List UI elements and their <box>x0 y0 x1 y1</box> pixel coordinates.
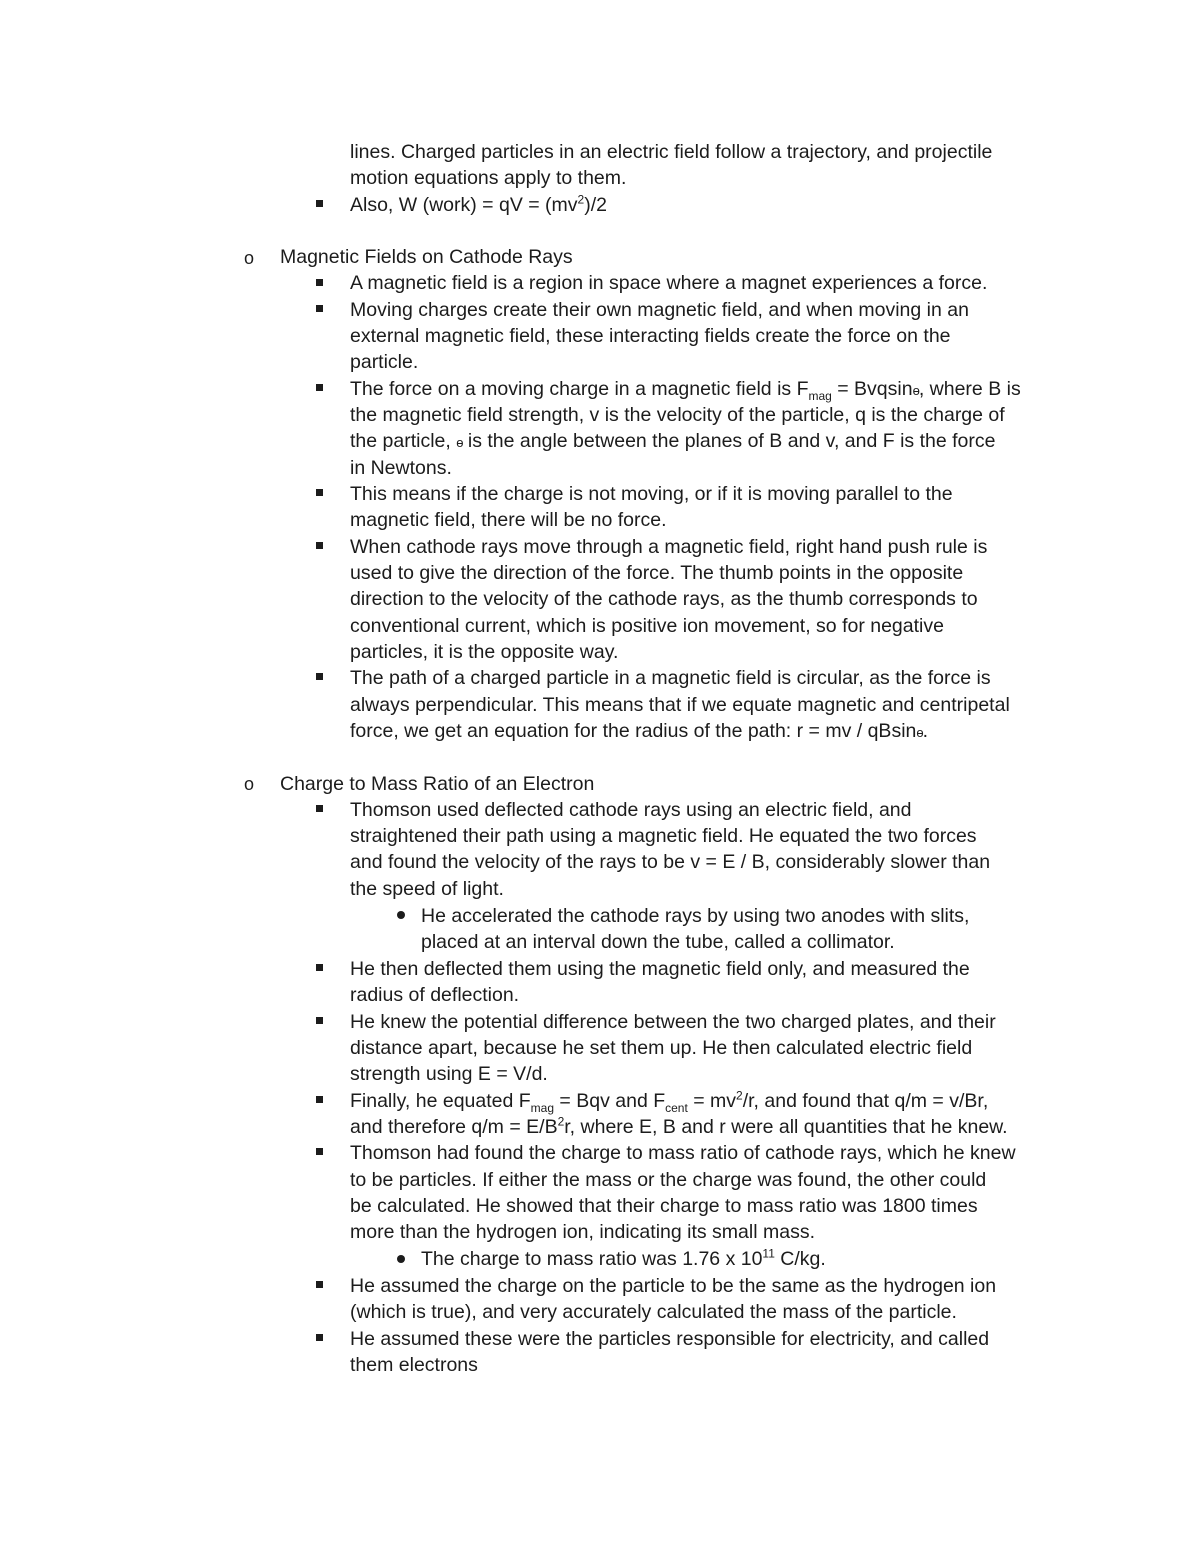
square-bullet-icon <box>316 542 323 549</box>
text-line: and therefore $q/m = E/B^2r$, where E, B and r were all quantities that he knew. <box>350 1114 1008 1138</box>
square-bullet-icon <box>316 1096 323 1103</box>
text-line: The charge to mass ratio was 1.76 x $10^{11}$ C/kg. <box>421 1246 826 1270</box>
text-line: He accelerated the cathode rays by using two anodes with slits, <box>421 905 970 927</box>
text-line: He then deflected them using the magnetic field only, and measured the <box>350 958 970 980</box>
text-line: direction to the velocity of the cathode rays, as the thumb corresponds to <box>350 588 978 610</box>
text-line: Thomson used deflected cathode rays using an electric field, and <box>350 799 912 821</box>
text-line: force, we get an equation for the radius of the path: r = mv / qBsinɵ. <box>350 720 929 742</box>
text-line: lines. Charged particles in an electric field follow a trajectory, and projectile <box>350 141 993 163</box>
text-line: (which is true), and very accurately calculated the mass of the particle. <box>350 1301 957 1323</box>
square-bullet-icon <box>316 200 323 207</box>
text-line: radius of deflection. <box>350 984 520 1006</box>
circle-bullet-icon: o <box>244 248 255 268</box>
text-line: external magnetic field, these interacting fields create the force on the <box>350 325 951 347</box>
text-line: Also, W (work) = qV = $(mv^2)/2$ <box>350 192 607 216</box>
text-line: The path of a charged particle in a magnetic field is circular, as the force is <box>350 667 991 689</box>
square-bullet-icon <box>316 964 323 971</box>
text-line: straightened their path using a magnetic field. He equated the two forces <box>350 825 977 847</box>
text-line: distance apart, because he set them up. He then calculated electric field <box>350 1037 973 1059</box>
text-line: A magnetic field is a region in space where a magnet experiences a force. <box>350 272 988 294</box>
text-line: always perpendicular. This means that if we equate magnetic and centripetal <box>350 694 1010 716</box>
text-line: to be particles. If either the mass or the charge was found, the other could <box>350 1169 987 1191</box>
text-line: The force on a moving charge in a magnetic field is $F_{mag}$ = Bvqsinɵ, where B is <box>350 378 1021 403</box>
text-line: be calculated. He showed that their charge to mass ratio was 1800 times <box>350 1195 978 1217</box>
round-bullet-icon <box>397 911 405 919</box>
text-line: He assumed the charge on the particle to be the same as the hydrogen ion <box>350 1275 997 1297</box>
text-line: the speed of light. <box>350 878 504 900</box>
section-heading: Charge to Mass Ratio of an Electron <box>280 773 595 795</box>
square-bullet-icon <box>316 1017 323 1024</box>
text-line: Finally, he equated $F_{mag}$ = Bqv and $F_{cent} = mv^2/r$, and found that q/m = v/Br, <box>350 1088 989 1115</box>
text-line: the magnetic field strength, v is the velocity of the particle, q is the charge of <box>350 404 1005 426</box>
text-line: strength using E = V/d. <box>350 1063 548 1085</box>
square-bullet-icon <box>316 305 323 312</box>
text-line: magnetic field, there will be no force. <box>350 509 667 531</box>
square-bullet-icon <box>316 1281 323 1288</box>
text-line: particles, it is the opposite way. <box>350 641 619 663</box>
square-bullet-icon <box>316 673 323 680</box>
text-line: the particle, ɵ is the angle between the planes of B and v, and F is the force <box>350 430 996 452</box>
text-line: in Newtons. <box>350 457 452 479</box>
text-line: them electrons <box>350 1354 478 1376</box>
section-heading: Magnetic Fields on Cathode Rays <box>280 246 573 268</box>
text-line: used to give the direction of the force. The thumb points in the opposite <box>350 562 964 584</box>
text-line: Thomson had found the charge to mass ratio of cathode rays, which he knew <box>350 1142 1016 1164</box>
text-line: When cathode rays move through a magnetic field, right hand push rule is <box>350 536 988 558</box>
square-bullet-icon <box>316 1334 323 1341</box>
square-bullet-icon <box>316 279 323 286</box>
square-bullet-icon <box>316 805 323 812</box>
text-line: He assumed these were the particles responsible for electricity, and called <box>350 1328 990 1350</box>
text-line: He knew the potential difference between the two charged plates, and their <box>350 1011 996 1033</box>
square-bullet-icon <box>316 489 323 496</box>
text-line: placed at an interval down the tube, called a collimator. <box>421 931 895 953</box>
text-line: Moving charges create their own magnetic field, and when moving in an <box>350 299 969 321</box>
text-line: particle. <box>350 351 419 373</box>
text-line: conventional current, which is positive ion movement, so for negative <box>350 615 944 637</box>
square-bullet-icon <box>316 1148 323 1155</box>
text-line: motion equations apply to them. <box>350 167 627 189</box>
round-bullet-icon <box>397 1255 405 1263</box>
text-line: This means if the charge is not moving, or if it is moving parallel to the <box>350 483 953 505</box>
text-line: and found the velocity of the rays to be v = E / B, considerably slower than <box>350 851 991 873</box>
text-line: more than the hydrogen ion, indicating its small mass. <box>350 1221 815 1243</box>
circle-bullet-icon: o <box>244 774 255 794</box>
square-bullet-icon <box>316 384 323 391</box>
